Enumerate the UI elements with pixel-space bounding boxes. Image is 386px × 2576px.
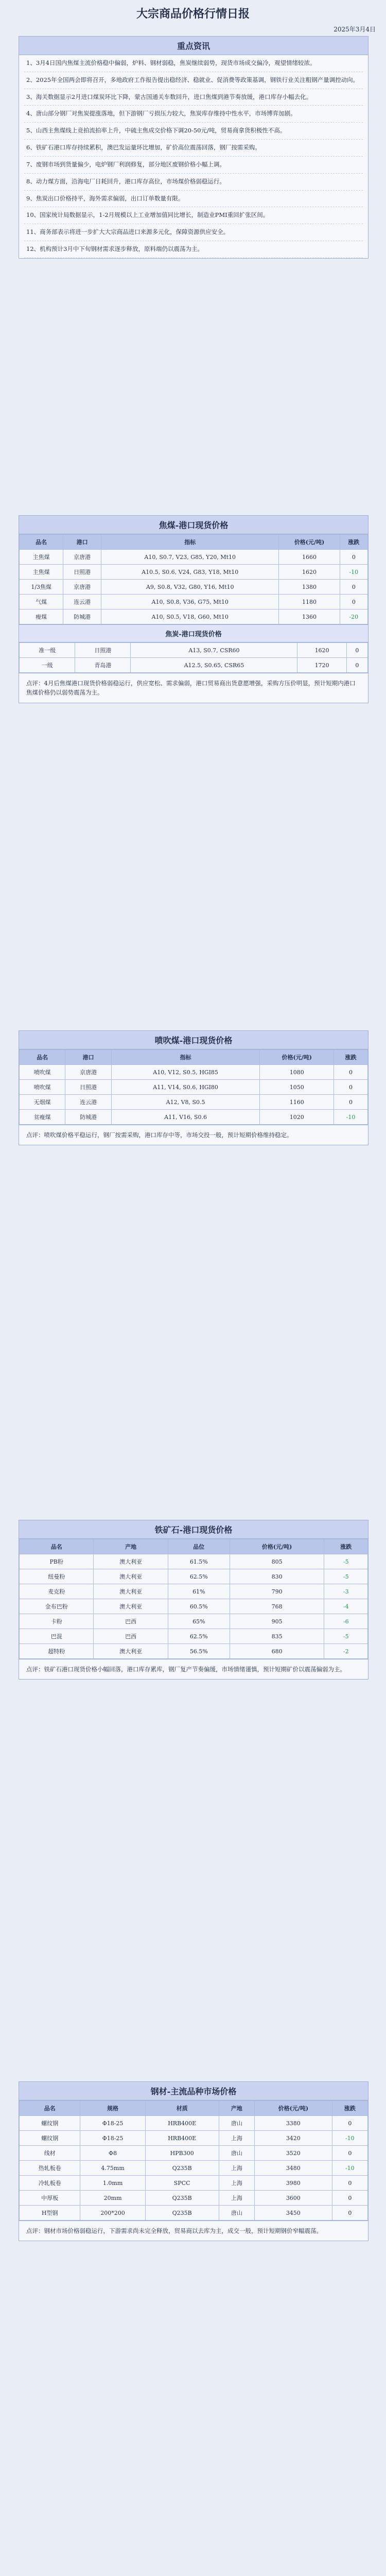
table-cell: 1720 — [297, 658, 346, 673]
table-cell: -5 — [324, 1569, 368, 1584]
table-header-cell: 品名 — [20, 535, 63, 550]
table-cell: -3 — [324, 1584, 368, 1599]
table-cell: 3420 — [254, 2131, 332, 2146]
news-item: 7、废钢市场到货量偏少，电炉钢厂利润修复，部分地区废钢价格小幅上调。 — [24, 157, 363, 174]
table-row — [20, 1629, 368, 1644]
table-row — [20, 1599, 368, 1614]
table-header-cell: 产地 — [219, 2101, 254, 2116]
steel-title: 钢材-主流品种市场价格 — [19, 2082, 368, 2100]
table-cell: -6 — [324, 1614, 368, 1629]
table-cell: 1020 — [260, 1110, 334, 1125]
table-cell: 贫瘦煤 — [20, 1110, 65, 1125]
news-item: 1、3月4日国内焦煤主流价格稳中偏弱，炉料、钢材弱稳，焦炭继续弱势，现货市场成交偏冷，观望情绪较浓。 — [24, 55, 363, 72]
table-cell: A10, S0.5, V18, G60, Mt10 — [101, 609, 278, 624]
table-cell: 1080 — [260, 1065, 334, 1080]
news-item: 5、山西主焦煤线上竞拍流拍率上升，中硫主焦成交价格下调20-50元/吨，贸易商拿货积极性不高。 — [24, 123, 363, 140]
table-cell: 1360 — [279, 609, 340, 624]
table-cell: 200*200 — [80, 2206, 145, 2221]
table-cell: -10 — [332, 2131, 367, 2146]
injection-title: 喷吹煤-港口现货价格 — [19, 1031, 368, 1049]
table-cell: Φ18-25 — [80, 2116, 145, 2131]
table-cell: 巴混 — [20, 1629, 94, 1644]
table-header-cell: 港口 — [63, 535, 101, 550]
table-cell: -5 — [324, 1554, 368, 1569]
table-cell: 0 — [332, 2206, 367, 2221]
table-row — [20, 565, 368, 580]
table-cell: -10 — [340, 565, 367, 580]
table-header-cell: 指标 — [111, 1050, 260, 1065]
table-cell: 热轧板卷 — [20, 2161, 80, 2176]
table-cell: 3480 — [254, 2161, 332, 2176]
coking-remark: 点评：4月后焦煤港口现货价格弱稳运行，供应宽松、需求偏弱，港口贸易商出货意愿增强，采购方压价明显，预计短期内港口焦煤价格仍以弱势震荡为主。 — [19, 673, 368, 703]
table-header-cell: 品名 — [20, 2101, 80, 2116]
report-header — [0, 0, 386, 36]
table-cell: 0 — [332, 2176, 367, 2191]
news-item: 6、铁矿石港口库存持续累积，澳巴发运量环比增加，矿价高位震荡回落，钢厂按需采购。 — [24, 140, 363, 157]
table-cell: 喷吹煤 — [20, 1065, 65, 1080]
table-cell: 瘦煤 — [20, 609, 63, 624]
news-item: 4、唐山部分钢厂对焦炭提涨落地，但下游钢厂亏损压力较大，焦炭库存维持中性水平，市场博弈加剧。 — [24, 106, 363, 123]
table-cell: HPB300 — [145, 2146, 219, 2161]
table-header-cell: 涨跌 — [334, 1050, 367, 1065]
table-cell: 日照港 — [63, 565, 101, 580]
table-row — [20, 550, 368, 565]
table-cell: A10, V12, S0.5, HGI85 — [111, 1065, 260, 1080]
table-row — [20, 2146, 368, 2161]
table-cell: 680 — [230, 1644, 324, 1659]
steel-card — [19, 2081, 369, 2241]
table-cell: 准一级 — [20, 643, 75, 658]
ore-card — [19, 1520, 369, 1680]
table-cell: 纽曼粉 — [20, 1569, 94, 1584]
table-row — [20, 658, 368, 673]
table-row — [20, 2116, 368, 2131]
table-cell: 1050 — [260, 1080, 334, 1095]
table-header-cell: 材质 — [145, 2101, 219, 2116]
table-cell: 金布巴粉 — [20, 1599, 94, 1614]
table-cell: 螺纹钢 — [20, 2116, 80, 2131]
table-row — [20, 1080, 368, 1095]
table-cell: 京唐港 — [63, 550, 101, 565]
table-cell: 澳大利亚 — [94, 1584, 168, 1599]
coking-title: 焦煤-港口现货价格 — [19, 516, 368, 534]
table-cell: A12, V8, S0.5 — [111, 1095, 260, 1110]
table-cell: 0 — [346, 643, 367, 658]
table-cell: 1180 — [279, 595, 340, 609]
table-cell: -4 — [324, 1599, 368, 1614]
table-cell: 防城港 — [65, 1110, 111, 1125]
table-cell: 0 — [334, 1080, 367, 1095]
table-cell: 螺纹钢 — [20, 2131, 80, 2146]
steel-remark: 点评：钢材市场价格弱稳运行，下游需求尚未完全释放，贸易商以去库为主，成交一般，预计短期钢价窄幅震荡。 — [19, 2221, 368, 2241]
table-cell: 线材 — [20, 2146, 80, 2161]
table-cell: 1660 — [279, 550, 340, 565]
table-cell: 3600 — [254, 2191, 332, 2206]
table-cell: PB粉 — [20, 1554, 94, 1569]
ore-remark: 点评：铁矿石港口现货价格小幅回落，港口库存累库，钢厂复产节奏偏缓，市场情绪谨慎，预计短期矿价以震荡偏弱为主。 — [19, 1659, 368, 1679]
news-item: 9、焦炭出口价格持平，海外需求偏弱，出口订单数量有限。 — [24, 191, 363, 208]
table-row — [20, 2206, 368, 2221]
table-cell: 62.5% — [168, 1629, 230, 1644]
table-cell: 主焦煤 — [20, 550, 63, 565]
news-item: 2、2025年全国两会即将召开，多地政府工作报告提出稳经济、稳就业、促消费等政策基调，钢铁行业关注粗钢产量调控动向。 — [24, 72, 363, 89]
table-header-cell: 指标 — [101, 535, 278, 550]
table-cell: -2 — [324, 1644, 368, 1659]
table-cell: A10, S0.8, V36, G75, Mt10 — [101, 595, 278, 609]
news-list — [19, 55, 368, 258]
table-cell: HRB400E — [145, 2116, 219, 2131]
news-card — [19, 36, 369, 259]
table-cell: 1620 — [297, 643, 346, 658]
table-header-cell: 港口 — [65, 1050, 111, 1065]
table-cell: 1/3焦煤 — [20, 580, 63, 595]
table-row — [20, 1584, 368, 1599]
table-cell: 20mm — [80, 2191, 145, 2206]
table-cell: 澳大利亚 — [94, 1644, 168, 1659]
steel-table — [19, 2100, 368, 2221]
table-cell: 中厚板 — [20, 2191, 80, 2206]
table-cell: SPCC — [145, 2176, 219, 2191]
table-header-cell: 价格(元/吨) — [254, 2101, 332, 2116]
table-cell: 一级 — [20, 658, 75, 673]
report-date: 2025年3月4日 — [334, 26, 376, 33]
table-header-cell: 产地 — [94, 1539, 168, 1554]
table-row — [20, 2176, 368, 2191]
table-cell: 3520 — [254, 2146, 332, 2161]
table-cell: Q235B — [145, 2191, 219, 2206]
table-cell: 无烟煤 — [20, 1095, 65, 1110]
table-cell: HRB400E — [145, 2131, 219, 2146]
table-cell: 上海 — [219, 2161, 254, 2176]
table-cell: 唐山 — [219, 2116, 254, 2131]
table-cell: 0 — [332, 2116, 367, 2131]
table-cell: 澳大利亚 — [94, 1554, 168, 1569]
table-header-cell: 涨跌 — [332, 2101, 367, 2116]
table-cell: 喷吹煤 — [20, 1080, 65, 1095]
table-cell: 麦克粉 — [20, 1584, 94, 1599]
table-cell: 0 — [340, 580, 367, 595]
table-cell: 56.5% — [168, 1644, 230, 1659]
table-row — [20, 1554, 368, 1569]
table-cell: 0 — [332, 2146, 367, 2161]
table-header-cell: 价格(元/吨) — [279, 535, 340, 550]
table-cell: H型钢 — [20, 2206, 80, 2221]
table-cell: 唐山 — [219, 2206, 254, 2221]
table-cell: -20 — [340, 609, 367, 624]
table-cell: 4.75mm — [80, 2161, 145, 2176]
table-cell: 巴西 — [94, 1614, 168, 1629]
table-cell: 连云港 — [65, 1095, 111, 1110]
table-cell: 905 — [230, 1614, 324, 1629]
table-cell: 主焦煤 — [20, 565, 63, 580]
coke-table — [19, 642, 368, 673]
table-cell: 65% — [168, 1614, 230, 1629]
table-cell: 日照港 — [65, 1080, 111, 1095]
table-cell: Q235B — [145, 2206, 219, 2221]
coke-subtitle: 焦炭-港口现货价格 — [19, 624, 368, 642]
table-cell: 澳大利亚 — [94, 1599, 168, 1614]
table-header-cell: 品名 — [20, 1539, 94, 1554]
table-cell: 巴西 — [94, 1629, 168, 1644]
table-cell: A9, S0.8, V32, G80, Y16, Mt10 — [101, 580, 278, 595]
table-row — [20, 1644, 368, 1659]
news-item: 8、动力煤方面，沿海电厂日耗回升，港口库存高位，市场煤价格弱稳运行。 — [24, 174, 363, 191]
table-cell: 上海 — [219, 2176, 254, 2191]
table-row — [20, 2131, 368, 2146]
table-cell: 卡粉 — [20, 1614, 94, 1629]
table-cell: 1.0mm — [80, 2176, 145, 2191]
table-row — [20, 1569, 368, 1584]
table-cell: 3980 — [254, 2176, 332, 2191]
table-header-cell: 品名 — [20, 1050, 65, 1065]
news-item: 12、机构预计3月中下旬钢材需求逐步释放，原料端仍以震荡为主。 — [24, 241, 363, 258]
table-cell: A12.5, S0.65, CSR65 — [131, 658, 297, 673]
ore-table — [19, 1539, 368, 1659]
coking-table — [19, 534, 368, 624]
table-row — [20, 2191, 368, 2206]
table-cell: 61% — [168, 1584, 230, 1599]
table-cell: 京唐港 — [63, 580, 101, 595]
table-header-cell: 品位 — [168, 1539, 230, 1554]
news-item: 10、国家统计局数据显示，1-2月规模以上工业增加值同比增长，制造业PMI重回扩张区间。 — [24, 207, 363, 224]
table-row — [20, 580, 368, 595]
table-cell: 60.5% — [168, 1599, 230, 1614]
table-row — [20, 595, 368, 609]
table-row — [20, 2161, 368, 2176]
table-cell: 0 — [334, 1095, 367, 1110]
table-cell: 青岛港 — [75, 658, 131, 673]
table-row — [20, 609, 368, 624]
table-cell: -5 — [324, 1629, 368, 1644]
table-header-cell: 规格 — [80, 2101, 145, 2116]
coking-card — [19, 515, 369, 703]
table-row — [20, 1110, 368, 1125]
table-cell: 日照港 — [75, 643, 131, 658]
news-item: 3、海关数据显示2月进口煤炭环比下降，蒙古国通关车数回升，进口焦煤到港节奏放缓，港口库存小幅去化。 — [24, 89, 363, 106]
report-title: 大宗商品价格行情日报 — [136, 7, 250, 21]
table-row — [20, 1065, 368, 1080]
table-cell: A11, V14, S0.6, HGI80 — [111, 1080, 260, 1095]
injection-remark: 点评：喷吹煤价格平稳运行，钢厂按需采购，港口库存中等，市场交投一般，预计短期价格维持稳定。 — [19, 1125, 368, 1145]
table-cell: 1620 — [279, 565, 340, 580]
table-cell: Q235B — [145, 2161, 219, 2176]
table-cell: 0 — [332, 2191, 367, 2206]
news-item: 11、商务部表示将进一步扩大大宗商品进口来源多元化，保障资源供应安全。 — [24, 224, 363, 241]
table-cell: 上海 — [219, 2131, 254, 2146]
table-header-cell: 涨跌 — [340, 535, 367, 550]
table-cell: 唐山 — [219, 2146, 254, 2161]
table-cell: 连云港 — [63, 595, 101, 609]
table-cell: 1380 — [279, 580, 340, 595]
table-header-cell: 价格(元/吨) — [230, 1539, 324, 1554]
table-cell: 澳大利亚 — [94, 1569, 168, 1584]
table-cell: Φ8 — [80, 2146, 145, 2161]
injection-table — [19, 1049, 368, 1125]
table-cell: 防城港 — [63, 609, 101, 624]
news-title: 重点资讯 — [19, 37, 368, 55]
table-cell: 0 — [334, 1065, 367, 1080]
table-header-cell: 价格(元/吨) — [260, 1050, 334, 1065]
table-cell: 3450 — [254, 2206, 332, 2221]
table-cell: 京唐港 — [65, 1065, 111, 1080]
table-cell: 超特粉 — [20, 1644, 94, 1659]
table-cell: -10 — [332, 2161, 367, 2176]
table-cell: A11, V16, S0.6 — [111, 1110, 260, 1125]
table-cell: 冷轧板卷 — [20, 2176, 80, 2191]
table-cell: 上海 — [219, 2191, 254, 2206]
table-cell: 835 — [230, 1629, 324, 1644]
table-cell: 0 — [340, 595, 367, 609]
table-cell: -10 — [334, 1110, 367, 1125]
table-cell: 0 — [340, 550, 367, 565]
table-header-cell: 涨跌 — [324, 1539, 368, 1554]
table-cell: 1160 — [260, 1095, 334, 1110]
table-row — [20, 1614, 368, 1629]
table-cell: 768 — [230, 1599, 324, 1614]
table-cell: A13, S0.7, CSR60 — [131, 643, 297, 658]
table-cell: 805 — [230, 1554, 324, 1569]
table-cell: 3380 — [254, 2116, 332, 2131]
table-cell: 830 — [230, 1569, 324, 1584]
ore-title: 铁矿石-港口现货价格 — [19, 1520, 368, 1539]
injection-card — [19, 1030, 369, 1145]
table-cell: 0 — [346, 658, 367, 673]
table-cell: 气煤 — [20, 595, 63, 609]
table-cell: A10.5, S0.6, V24, G83, Y18, Mt10 — [101, 565, 278, 580]
table-row — [20, 1095, 368, 1110]
table-cell: 62.5% — [168, 1569, 230, 1584]
table-cell: 790 — [230, 1584, 324, 1599]
table-cell: Φ18-25 — [80, 2131, 145, 2146]
table-row — [20, 643, 368, 658]
table-cell: 61.5% — [168, 1554, 230, 1569]
table-cell: A10, S0.7, V23, G85, Y20, Mt10 — [101, 550, 278, 565]
